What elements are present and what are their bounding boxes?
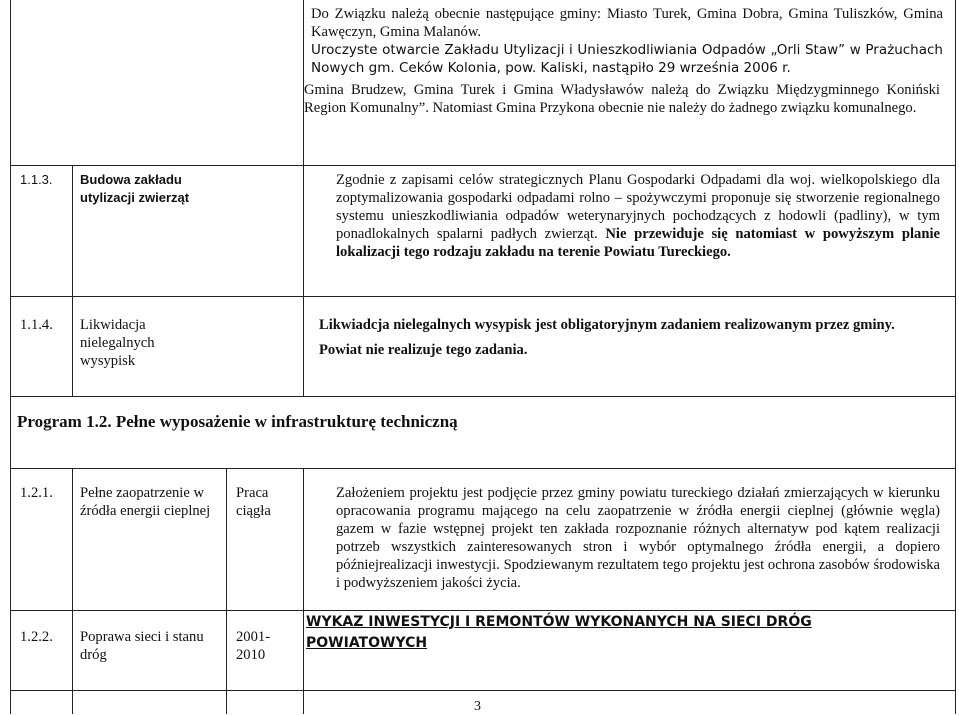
row-body-bold: Nie przewiduje się natomiast w powyższym planie lokalizacji tego rodzaju zakładu na terenie Powiatu Tureckiego. [336,226,940,260]
row-body [336,171,940,261]
row-number: 1.2.1. [20,485,53,501]
row-number: 1.1.3. [20,172,53,187]
table-row-divider [10,610,956,611]
paragraph-union-members: Do Związku należą obecnie następujące gminy: Miasto Turek, Gmina Dobra, Gmina Tuliszków, Gmina Kawęczyn, Gmina Malanów. [311,6,943,40]
row-period: Praca ciągła [236,485,271,519]
row-title: Budowa zakładu utylizacji zwierząt [80,172,190,205]
table-row-divider [10,396,956,397]
paragraph-regional-union: Gmina Brudzew, Gmina Turek i Gmina Władysławów należą do Związku Międzygminnego Koniński Region Komunalny”. Natomiast Gmina Przykona obecnie nie należy do żadnego związku komunalnego. [304,82,940,116]
investment-heading: WYKAZ INWESTYCJI I REMONTÓW WYKONANYCH NA SIECI DRÓG POWIATOWYCH [306,614,812,651]
table-row-divider [10,690,956,691]
row-body-line1: Likwiadcja nielegalnych wysypisk jest obligatoryjnym zadaniem realizowanym przez gminy. [319,317,895,333]
table-column-divider [72,165,73,396]
table-column-divider [303,468,304,714]
row-number: 1.1.4. [20,317,53,333]
row-body: Założeniem projektu jest podjęcie przez gminy powiatu tureckiego działań zmierzających w kierunku opracowania programu mającego na celu zaopatrzenie w źródła energii cieplnej (głównie węgla) gazem w fazie wstępnej projekt ten zakłada rozpoznanie różnych alternatyw pod kątem realizacji potrzeb wszystkich zainteresowanych stron i wybór optymalnego źródła energii, a dopiero późniejrealizacji inwestycji. Spodziewanym rezultatem tego projektu jest ochrona zasobów środowiska i podwyższeniem jakości życia. [336,485,940,591]
row-task: Pełne zaopatrzenie w źródła energii cieplnej [80,485,211,519]
table-column-divider [226,468,227,714]
table-row-divider [10,468,956,469]
row-body-text: Zgodnie z zapisami celów strategicznych Planu Gospodarki Odpadami dla woj. wielkopolskiego dla zoptymalizowania gospodarki odpadami rolno – spożywczymi proponuje się stworzenie regionalnego systemu unieszkodliwiania odpadów weterynaryjnych pochodzących z hodowli (padliny), w tym ponadlokalnych spalarni padłych zwierząt. [336,172,940,242]
table-border-left [10,0,11,714]
table-row-divider [10,165,956,166]
row-task: Poprawa sieci i stanu dróg [80,629,204,663]
paragraph-plant-opening: Uroczyste otwarcie Zakładu Utylizacji i Unieszkodliwiania Odpadów „Orli Staw” w Prażuchach Nowych gm. Ceków Kolonia, pow. Kaliski, nastąpiło 29 września 2006 r. [311,42,943,76]
row-number: 1.2.2. [20,629,53,645]
program-title: Program 1.2. Pełne wyposażenie w infrastrukturę techniczną [17,412,458,431]
table-row-divider [10,296,956,297]
table-border-right [955,0,956,714]
row-body-line2: Powiat nie realizuje tego zadania. [319,342,528,358]
table-column-divider [72,468,73,714]
row-title: Likwidacja nielegalnych wysypisk [80,317,155,369]
table-column-divider [303,0,304,396]
row-period: 2001- 2010 [236,629,271,663]
page-number: 3 [474,699,481,714]
